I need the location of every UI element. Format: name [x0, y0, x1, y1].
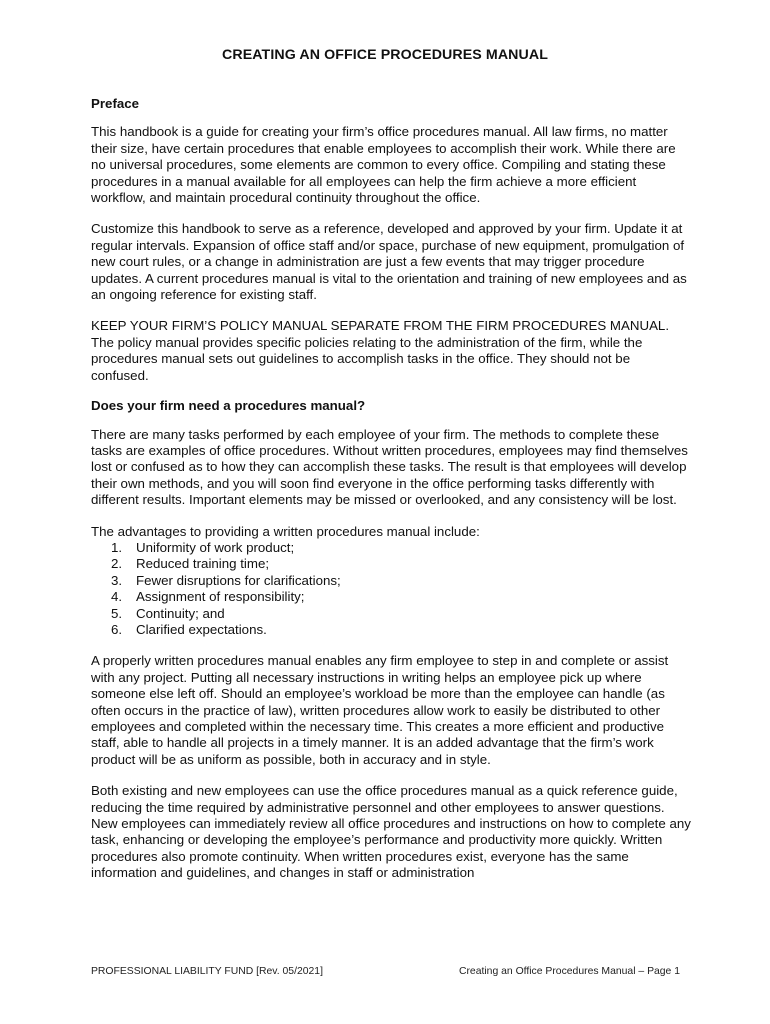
- list-item-number: 3.: [111, 572, 123, 588]
- paragraph-4: There are many tasks performed by each employee of your firm. The methods to complete these tasks are examples of office procedures. Without written procedures, employees may find themselves lost or confused as to how they can accomplish these tasks. The result is that employees will develop their own methods, and you will soon find everyone in the office performing tasks differently with different results. Important elements may be missed or overlooked, and any consistency will be lost.: [91, 426, 688, 508]
- footer-page-number: Creating an Office Procedures Manual – Page 1: [458, 966, 680, 977]
- list-item-number: 5.: [111, 605, 123, 621]
- list-item-text: Continuity; and: [136, 605, 225, 621]
- document-title: CREATING AN OFFICE PROCEDURES MANUAL: [222, 47, 548, 63]
- list-item-number: 6.: [111, 621, 123, 637]
- advantages-intro: The advantages to providing a written procedures manual include:: [91, 523, 480, 539]
- footer-left: PROFESSIONAL LIABILITY FUND [Rev. 05/2021]: [91, 966, 323, 977]
- list-item-text: Reduced training time;: [136, 556, 270, 572]
- paragraph-1: This handbook is a guide for creating your firm’s office procedures manual. All law firms, no matter their size, have certain procedures that enable employees to accomplish their work. While there are no universal procedures, some elements are common to every office. Compiling and stating these procedures in a manual available for all employees can help the firm achieve a more efficient workflow, and maintain procedural continuity throughout the office.: [91, 124, 676, 206]
- paragraph-5: A properly written procedures manual enables any firm employee to step in and complete or assist with any project. Putting all necessary instructions in writing helps an employee pick up where someone else left off. Should an employee’s workload be more than the employee can handle (as often occurs in the practice of law), written procedures allow work to easily be distributed to other employees and completed within the necessary time. This creates a more efficient and productive staff, able to handle all projects in a timely manner. It is an added advantage that the firm’s work product will be as uniform as possible, both in accuracy and in style.: [91, 653, 669, 767]
- list-item-number: 4.: [111, 589, 123, 605]
- paragraph-3: KEEP YOUR FIRM’S POLICY MANUAL SEPARATE FROM THE FIRM PROCEDURES MANUAL. The policy manual provides specific policies relating to the administration of the firm, while the procedures manual sets out guidelines to accomplish tasks in the office. They should not be confused.: [91, 318, 670, 383]
- list-item: [91, 589, 691, 605]
- list-item: [91, 622, 691, 638]
- need-procedures-heading: Does your firm need a procedures manual?: [91, 398, 366, 414]
- list-item-text: Uniformity of work product;: [136, 539, 295, 555]
- list-item-number: 1.: [111, 539, 123, 555]
- list-item: [91, 556, 691, 572]
- document-body: [91, 96, 691, 897]
- list-item: [91, 540, 691, 556]
- paragraph-2: Customize this handbook to serve as a reference, developed and approved by your firm. Update it at regular intervals. Expansion of office staff and/or space, purchase of new equipment, promulgation of new court rules, or a change in administration are just a few events that may trigger procedure updates. A current procedures manual is vital to the orientation and training of new employees and as an ongoing reference for existing staff.: [91, 221, 687, 303]
- list-item-number: 2.: [111, 556, 123, 572]
- list-item-text: Clarified expectations.: [136, 621, 267, 637]
- list-item: [91, 573, 691, 589]
- list-item-text: Assignment of responsibility;: [136, 589, 305, 605]
- list-item: [91, 606, 691, 622]
- list-item-text: Fewer disruptions for clarifications;: [136, 572, 341, 588]
- preface-heading: Preface: [91, 96, 140, 111]
- paragraph-6: Both existing and new employees can use the office procedures manual as a quick reference guide, reducing the time required by administrative personnel and other employees to answer questions. New employees can immediately review all office procedures and instructions on how to complete any task, enhancing or developing the employee’s performance and productivity more quickly. Written procedures also promote continuity. When written procedures exist, everyone has the same information and guidelines, and changes in staff or administration: [91, 783, 691, 881]
- advantages-list: [91, 540, 691, 638]
